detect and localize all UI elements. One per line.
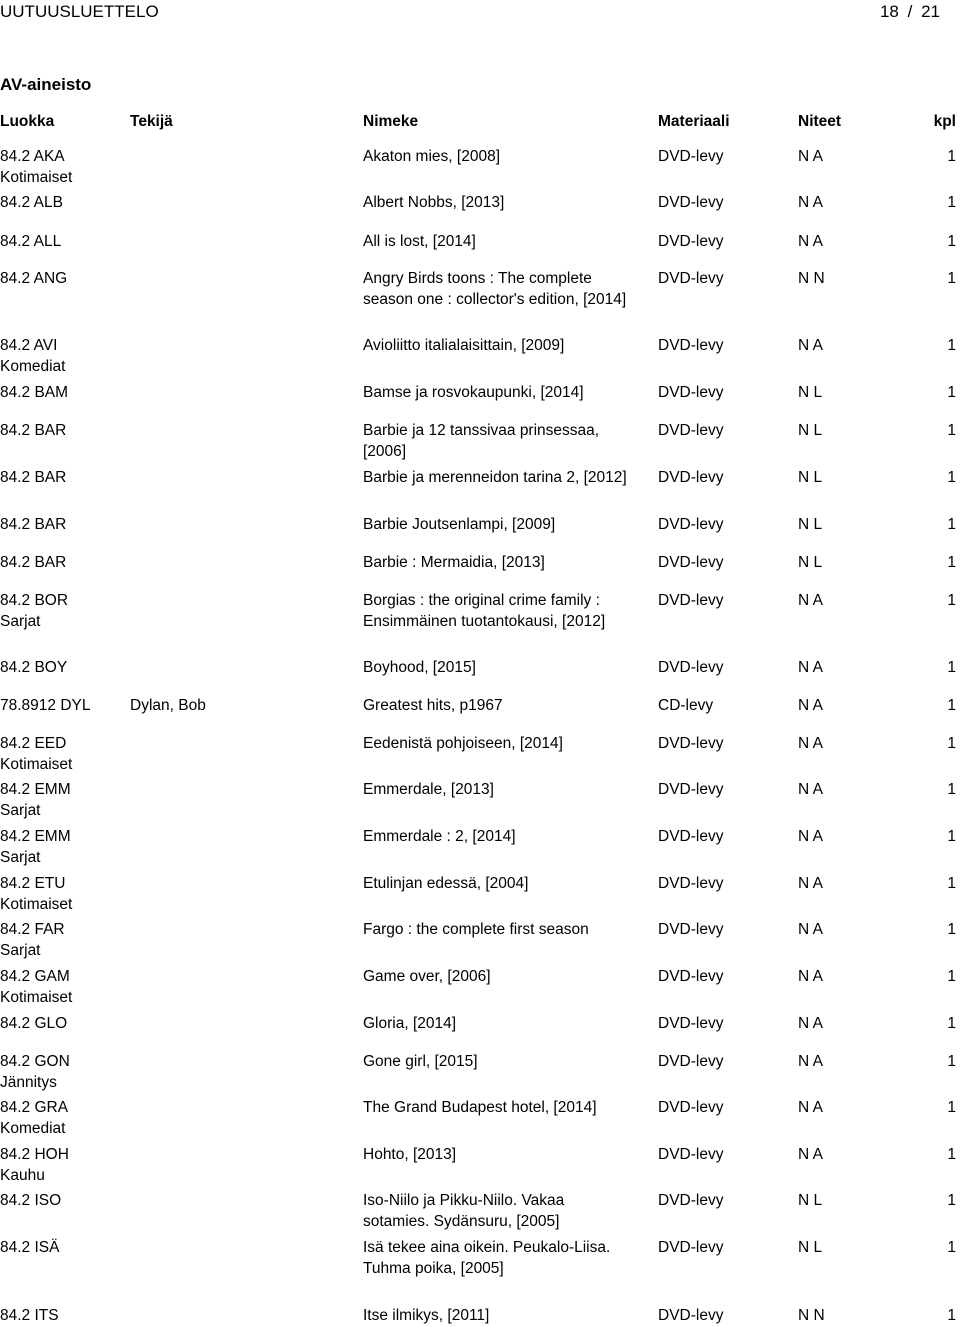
luokka-cell: 84.2 GLO <box>0 1015 68 1032</box>
luokka-cell: 84.2 HOH Kauhu <box>0 1146 69 1184</box>
luokka-cell: 84.2 AKA Kotimaiset <box>0 148 73 186</box>
kpl-cell: 1 <box>947 148 956 165</box>
column-header-materiaali: Materiaali <box>658 113 730 130</box>
niteet-cell: N A <box>798 194 823 211</box>
luokka-cell: 84.2 BOY <box>0 659 68 676</box>
luokka-cell: 84.2 EMM Sarjat <box>0 828 71 866</box>
niteet-cell: N A <box>798 1015 823 1032</box>
page-current: 18 <box>879 2 899 21</box>
materiaali-cell: DVD-levy <box>658 659 724 676</box>
materiaali-cell: DVD-levy <box>658 781 724 798</box>
nimeke-cell: Emmerdale : 2, [2014] <box>363 828 516 845</box>
nimeke-cell: Gloria, [2014] <box>363 1015 457 1032</box>
kpl-cell: 1 <box>947 592 956 609</box>
kpl-cell: 1 <box>947 1099 956 1116</box>
page-separator: / <box>907 2 913 21</box>
luokka-cell: 84.2 ITS <box>0 1307 59 1324</box>
nimeke-cell: Angry Birds toons : The complete season one : collector's edition, [2014] <box>363 270 627 308</box>
nimeke-cell: Barbie : Mermaidia, [2013] <box>363 554 545 571</box>
materiaali-cell: DVD-levy <box>658 337 724 354</box>
nimeke-cell: Game over, [2006] <box>363 968 491 985</box>
nimeke-cell: Gone girl, [2015] <box>363 1053 478 1070</box>
luokka-cell: 84.2 ISÄ <box>0 1239 60 1256</box>
kpl-cell: 1 <box>947 554 956 571</box>
nimeke-cell: Iso-Niilo ja Pikku-Niilo. Vakaa sotamies. Sydänsuru, [2005] <box>363 1192 565 1230</box>
kpl-cell: 1 <box>947 697 956 714</box>
luokka-cell: 84.2 BOR Sarjat <box>0 592 69 630</box>
niteet-cell: N L <box>798 1192 823 1209</box>
nimeke-cell: Eedenistä pohjoiseen, [2014] <box>363 735 563 752</box>
kpl-cell: 1 <box>947 516 956 533</box>
luokka-cell: 84.2 BAR <box>0 516 67 533</box>
materiaali-cell: DVD-levy <box>658 1053 724 1070</box>
luokka-cell: 84.2 BAR <box>0 422 67 439</box>
niteet-cell: N A <box>798 659 823 676</box>
kpl-cell: 1 <box>947 194 956 211</box>
nimeke-cell: Barbie ja merenneidon tarina 2, [2012] <box>363 469 627 486</box>
materiaali-cell: DVD-levy <box>658 1146 724 1163</box>
kpl-cell: 1 <box>947 1146 956 1163</box>
materiaali-cell: DVD-levy <box>658 735 724 752</box>
kpl-cell: 1 <box>947 422 956 439</box>
nimeke-cell: Akaton mies, [2008] <box>363 148 500 165</box>
catalog-title: UUTUUSLUETTELO <box>0 2 159 21</box>
materiaali-cell: DVD-levy <box>658 194 724 211</box>
niteet-cell: N N <box>798 1307 825 1324</box>
kpl-cell: 1 <box>947 1015 956 1032</box>
kpl-cell: 1 <box>947 968 956 985</box>
materiaali-cell: CD-levy <box>658 697 714 714</box>
column-header-tekija: Tekijä <box>130 113 173 130</box>
kpl-cell: 1 <box>947 921 956 938</box>
column-header-niteet: Niteet <box>798 113 842 130</box>
nimeke-cell: Avioliitto italialaisittain, [2009] <box>363 337 565 354</box>
niteet-cell: N A <box>798 697 823 714</box>
kpl-cell: 1 <box>947 233 956 250</box>
luokka-cell: 84.2 ISO <box>0 1192 62 1209</box>
niteet-cell: N A <box>798 1146 823 1163</box>
kpl-cell: 1 <box>947 659 956 676</box>
kpl-cell: 1 <box>947 1053 956 1070</box>
materiaali-cell: DVD-levy <box>658 148 724 165</box>
niteet-cell: N A <box>798 921 823 938</box>
luokka-cell: 84.2 ANG <box>0 270 68 287</box>
luokka-cell: 84.2 GRA Komediat <box>0 1099 69 1137</box>
column-header-nimeke: Nimeke <box>363 113 419 130</box>
niteet-cell: N A <box>798 781 823 798</box>
luokka-cell: 84.2 ETU Kotimaiset <box>0 875 73 913</box>
kpl-cell: 1 <box>947 828 956 845</box>
kpl-cell: 1 <box>947 1307 956 1324</box>
nimeke-cell: Isä tekee aina oikein. Peukalo-Liisa. Tuhma poika, [2005] <box>363 1239 611 1277</box>
nimeke-cell: Albert Nobbs, [2013] <box>363 194 505 211</box>
niteet-cell: N A <box>798 233 823 250</box>
niteet-cell: N A <box>798 828 823 845</box>
luokka-cell: 84.2 ALB <box>0 194 63 211</box>
nimeke-cell: Fargo : the complete first season <box>363 921 589 938</box>
niteet-cell: N L <box>798 422 823 439</box>
materiaali-cell: DVD-levy <box>658 516 724 533</box>
materiaali-cell: DVD-levy <box>658 1307 724 1324</box>
niteet-cell: N A <box>798 1053 823 1070</box>
luokka-cell: 84.2 ALL <box>0 233 62 250</box>
niteet-cell: N A <box>798 337 823 354</box>
materiaali-cell: DVD-levy <box>658 828 724 845</box>
kpl-cell: 1 <box>947 781 956 798</box>
niteet-cell: N L <box>798 554 823 571</box>
nimeke-cell: Borgias : the original crime family : Ensimmäinen tuotantokausi, [2012] <box>363 592 606 630</box>
niteet-cell: N A <box>798 148 823 165</box>
materiaali-cell: DVD-levy <box>658 1239 724 1256</box>
luokka-cell: 84.2 BAR <box>0 469 67 486</box>
niteet-cell: N A <box>798 592 823 609</box>
niteet-cell: N L <box>798 469 823 486</box>
page-total: 21 <box>921 2 940 21</box>
luokka-cell: 78.8912 DYL <box>0 697 91 714</box>
page-number <box>880 2 940 22</box>
materiaali-cell: DVD-levy <box>658 592 724 609</box>
luokka-cell: 84.2 AVI Komediat <box>0 337 66 375</box>
column-header-kpl: kpl <box>933 113 956 130</box>
niteet-cell: N A <box>798 875 823 892</box>
kpl-cell: 1 <box>947 384 956 401</box>
nimeke-cell: Emmerdale, [2013] <box>363 781 494 798</box>
luokka-cell: 84.2 GON Jännitys <box>0 1053 70 1091</box>
kpl-cell: 1 <box>947 270 956 287</box>
kpl-cell: 1 <box>947 735 956 752</box>
niteet-cell: N A <box>798 968 823 985</box>
niteet-cell: N N <box>798 270 825 287</box>
luokka-cell: 84.2 BAM <box>0 384 69 401</box>
kpl-cell: 1 <box>947 337 956 354</box>
niteet-cell: N L <box>798 384 823 401</box>
nimeke-cell: Bamse ja rosvokaupunki, [2014] <box>363 384 584 401</box>
materiaali-cell: DVD-levy <box>658 469 724 486</box>
materiaali-cell: DVD-levy <box>658 968 724 985</box>
kpl-cell: 1 <box>947 1192 956 1209</box>
materiaali-cell: DVD-levy <box>658 1192 724 1209</box>
materiaali-cell: DVD-levy <box>658 875 724 892</box>
niteet-cell: N L <box>798 516 823 533</box>
luokka-cell: 84.2 EED Kotimaiset <box>0 735 73 773</box>
tekija-cell: Dylan, Bob <box>130 697 206 714</box>
niteet-cell: N L <box>798 1239 823 1256</box>
niteet-cell: N A <box>798 735 823 752</box>
kpl-cell: 1 <box>947 875 956 892</box>
nimeke-cell: Etulinjan edessä, [2004] <box>363 875 529 892</box>
nimeke-cell: Boyhood, [2015] <box>363 659 476 676</box>
luokka-cell: 84.2 BAR <box>0 554 67 571</box>
nimeke-cell: Itse ilmikys, [2011] <box>363 1307 490 1324</box>
materiaali-cell: DVD-levy <box>658 921 724 938</box>
materiaali-cell: DVD-levy <box>658 422 724 439</box>
column-header-luokka: Luokka <box>0 113 55 130</box>
luokka-cell: 84.2 FAR Sarjat <box>0 921 65 959</box>
luokka-cell: 84.2 GAM Kotimaiset <box>0 968 73 1006</box>
nimeke-cell: All is lost, [2014] <box>363 233 476 250</box>
materiaali-cell: DVD-levy <box>658 233 724 250</box>
kpl-cell: 1 <box>947 1239 956 1256</box>
materiaali-cell: DVD-levy <box>658 270 724 287</box>
materiaali-cell: DVD-levy <box>658 554 724 571</box>
materiaali-cell: DVD-levy <box>658 1015 724 1032</box>
luokka-cell: 84.2 EMM Sarjat <box>0 781 71 819</box>
materiaali-cell: DVD-levy <box>658 1099 724 1116</box>
nimeke-cell: Barbie ja 12 tanssivaa prinsessaa, [2006] <box>363 422 600 460</box>
section-title: AV-aineisto <box>0 75 92 94</box>
niteet-cell: N A <box>798 1099 823 1116</box>
kpl-cell: 1 <box>947 469 956 486</box>
materiaali-cell: DVD-levy <box>658 384 724 401</box>
nimeke-cell: Greatest hits, p1967 <box>363 697 503 714</box>
nimeke-cell: Hohto, [2013] <box>363 1146 457 1163</box>
nimeke-cell: The Grand Budapest hotel, [2014] <box>363 1099 597 1116</box>
nimeke-cell: Barbie Joutsenlampi, [2009] <box>363 516 556 533</box>
